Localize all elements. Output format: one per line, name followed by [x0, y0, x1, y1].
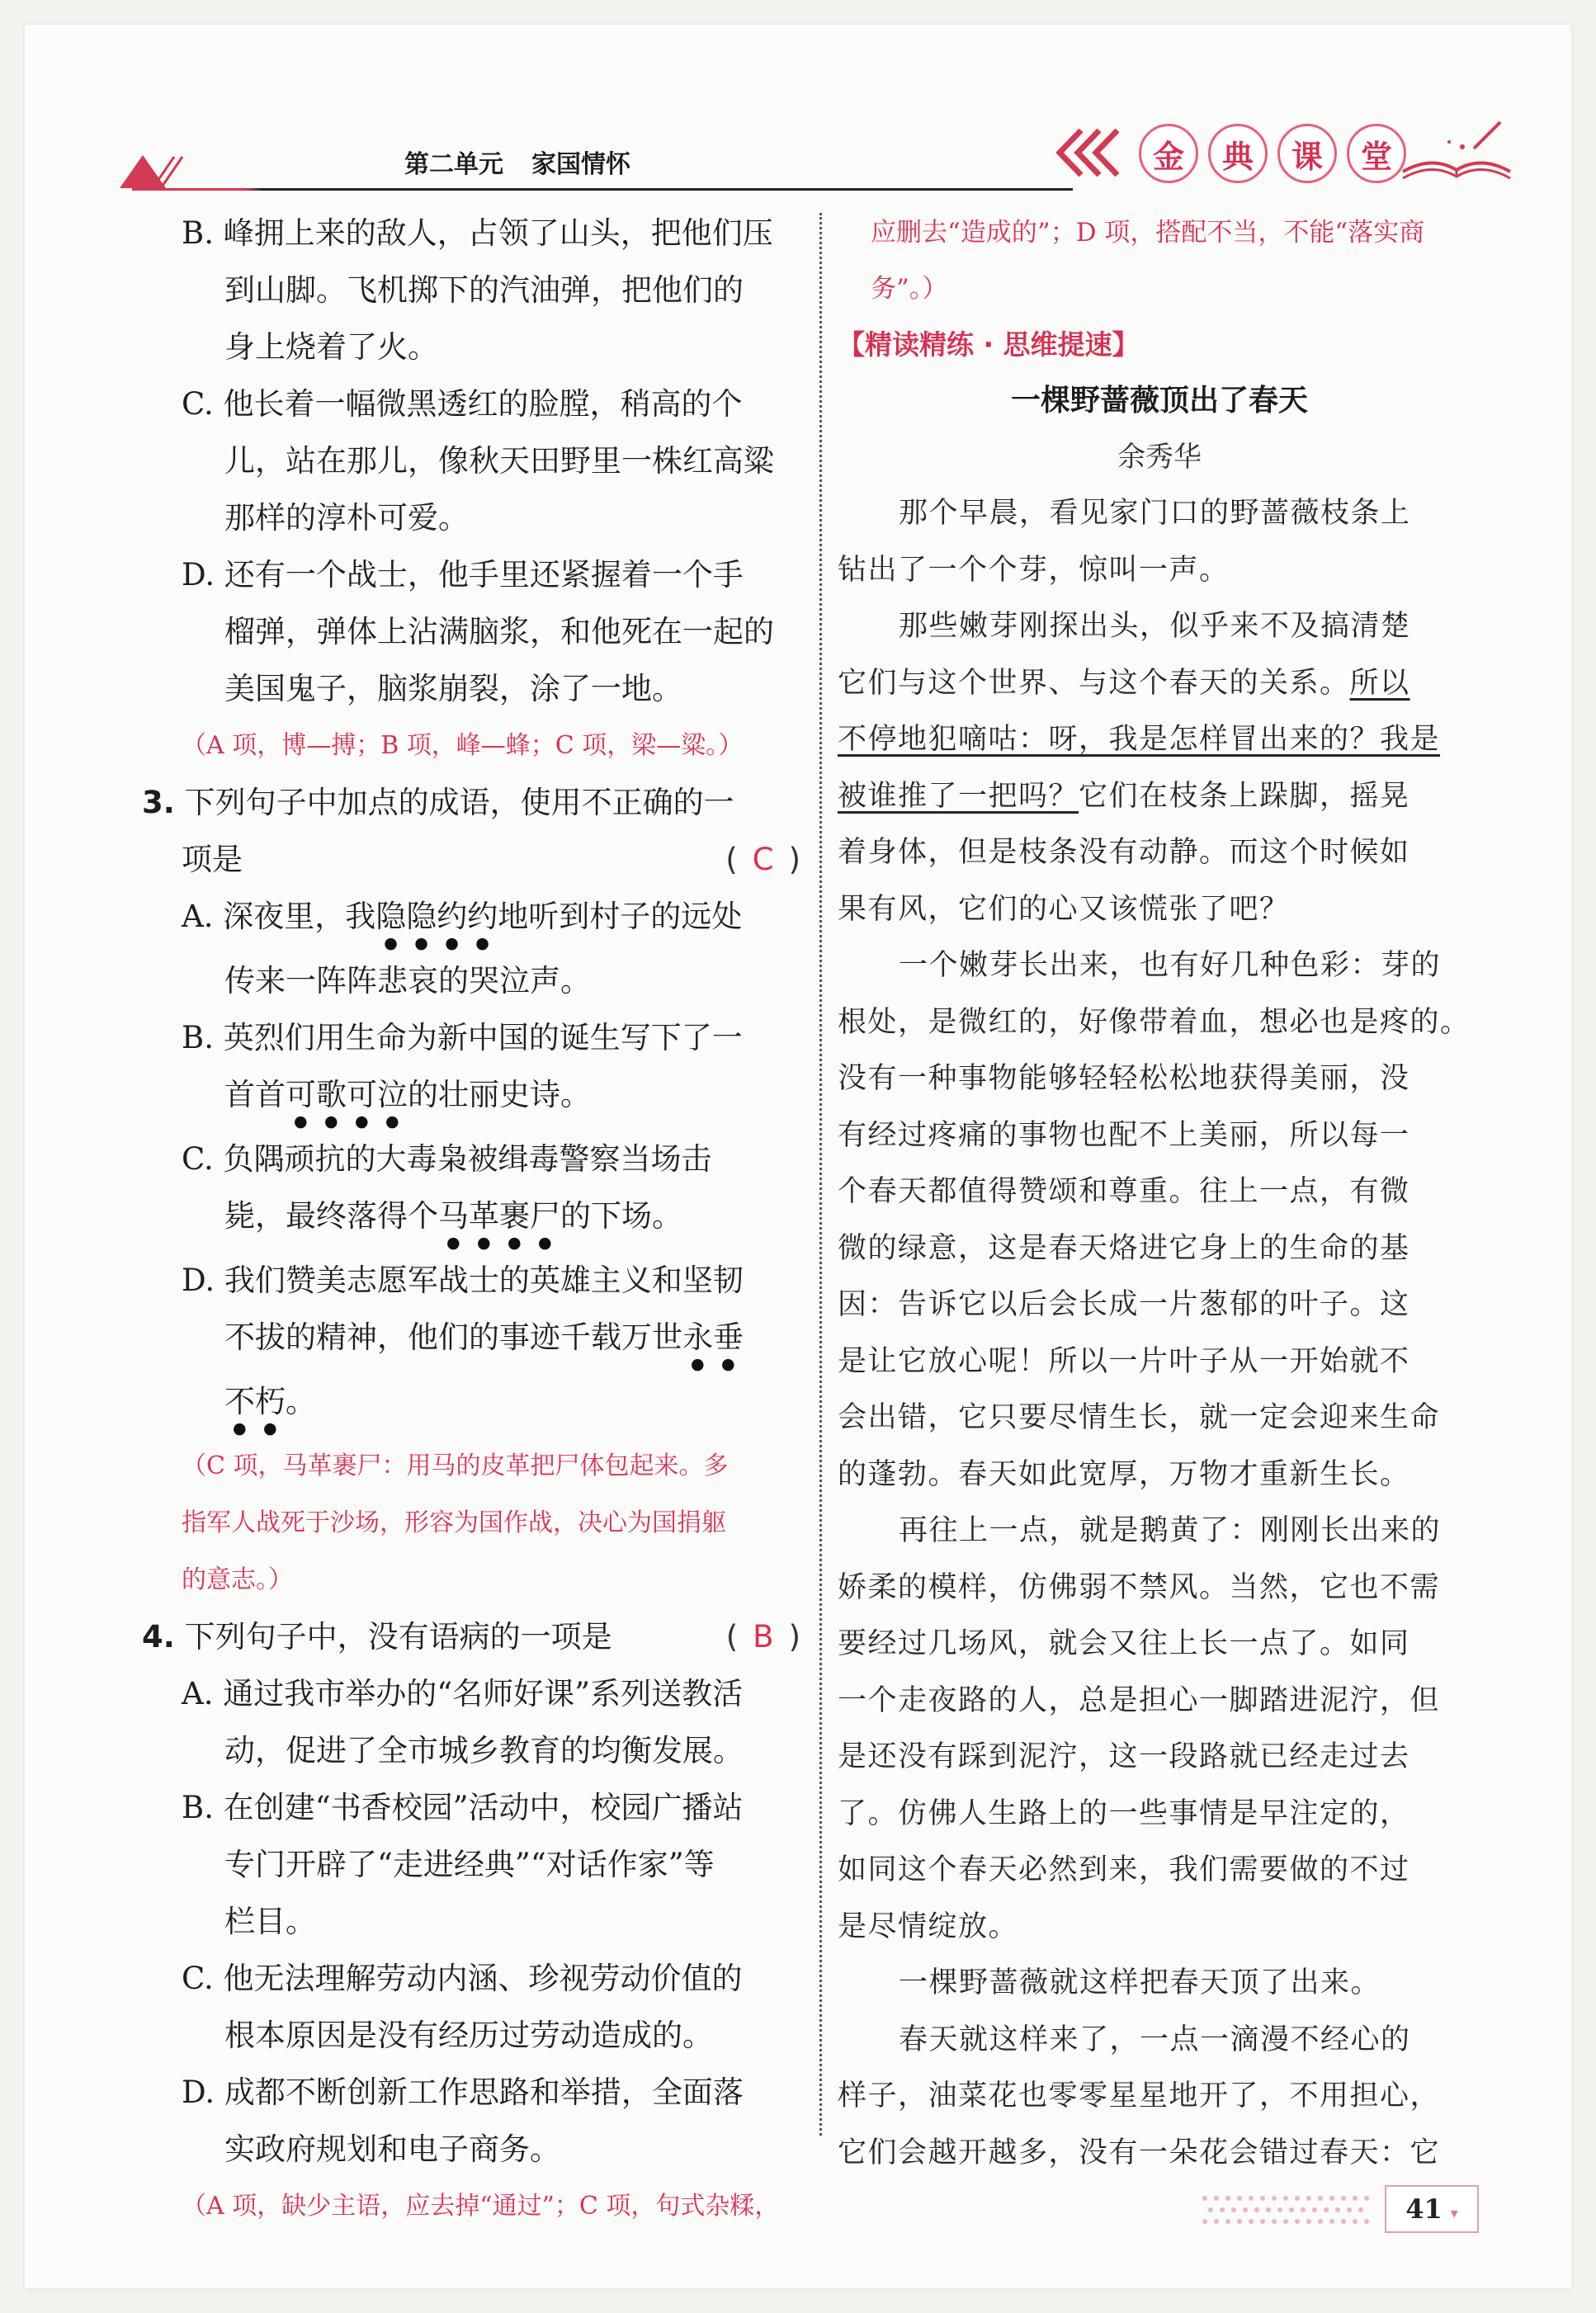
brand-char: 典	[1208, 124, 1268, 183]
dotted-idiom: 隐隐约约	[375, 899, 498, 934]
paragraph-line: 它们会越开越多，没有一朵花会错过春天：它	[838, 2136, 1441, 2169]
paragraph-line	[838, 768, 1481, 825]
q2-option-b-line: 到山脚。飞机掷下的汽油弹，把他们的	[224, 272, 744, 308]
paragraph-line: 个春天都值得赞颂和尊重。往上一点，有微	[838, 1175, 1410, 1208]
q2-option-b-line: B. 峰拥上来的敌人，占领了山头，把他们压	[182, 215, 773, 251]
q3-stem	[132, 774, 800, 831]
paragraph-line	[838, 711, 1481, 768]
paragraph-line: 了。仿佛人生路上的一些事情是早注定的，	[838, 1796, 1410, 1830]
dotted-idiom: 不朽	[224, 1384, 286, 1419]
brand-char: 金	[1139, 124, 1198, 183]
article-author: 余秀华	[1117, 441, 1202, 474]
q3-answer-bracket: ( C )	[725, 842, 800, 877]
unit-label: 第二单元	[404, 150, 503, 179]
q4-answer: B	[753, 1619, 774, 1655]
q4-option-d-line: 实政府规划和电子商务。	[224, 2131, 560, 2167]
paragraph-line: 是还没有踩到泥泞，这一段路就已经走过去	[838, 1740, 1410, 1773]
brand-logo	[1139, 124, 1406, 183]
unit-heading	[404, 140, 900, 190]
paragraph-line: 一个走夜路的人，总是担心一脚踏进泥泞，但	[838, 1683, 1441, 1717]
q3-answer-note: 的意志。）	[182, 1565, 293, 1594]
column-divider	[819, 213, 822, 2136]
brand-char: 课	[1277, 124, 1337, 183]
q2-option-c-line: C. 他长着一幅微黑透红的脸膛，稍高的个	[182, 386, 743, 422]
q2-option-d-line: 美国鬼子，脑浆崩裂，涂了一地。	[224, 671, 682, 706]
page	[25, 25, 1571, 2288]
paragraph-line: 会出错，它只要尽情生长，就一定会迎来生命	[838, 1401, 1441, 1434]
text: 的壮丽史诗。	[408, 1077, 591, 1112]
q2-answer-note: （A 项，博—搏；B 项，峰—蜂；C 项，梁—粱。）	[182, 731, 744, 760]
dotted-idiom: 马革裹尸	[438, 1198, 560, 1234]
paragraph-line	[838, 655, 1481, 712]
q2-option-d-line: 榴弹，弹体上沾满脑浆，和他死在一起的	[224, 614, 774, 649]
text: 毙，最终落得个	[224, 1198, 438, 1234]
underlined-text: 不停地犯嘀咕：呀，我是怎样冒出来的？我是	[838, 723, 1441, 756]
q3-stem-cont	[132, 831, 800, 888]
paragraph-line: 没有一种事物能够轻轻松松地获得美丽，没	[838, 1062, 1410, 1095]
header-triangle-icon	[120, 149, 186, 190]
q4-option-a-line: 动，促进了全市城乡教育的均衡发展。	[224, 1733, 744, 1768]
q4-answer-bracket: ( B )	[725, 1619, 800, 1655]
paragraph-line: 那些嫩芽刚探出头，似乎来不及搞清楚	[899, 610, 1411, 643]
paragraph-line: 再往上一点，就是鹅黄了：刚刚长出来的	[899, 1514, 1442, 1547]
q4-option-c-line: 根本原因是没有经历过劳动造成的。	[224, 2018, 713, 2053]
text: 。	[286, 1384, 316, 1419]
text: 不拔的精神，他们的事迹千载万世	[224, 1319, 682, 1355]
q3-option-d-line	[132, 1373, 800, 1437]
q4-option-b-line: B. 在创建“书香校园”活动中，校园广播站	[182, 1790, 744, 1825]
paragraph-line: 是让它放心呢！所以一片叶子从一开始就不	[838, 1344, 1410, 1378]
q2-option-c-line: 儿，站在那儿，像秋天田野里一株红高粱	[224, 443, 774, 479]
paragraph-line: 根处，是微红的，好像带着血，想必也是疼的。	[838, 1005, 1471, 1039]
q3-option-a-line	[132, 888, 800, 952]
q2-option-c-line: 那样的淳朴可爱。	[224, 500, 469, 536]
right-column	[838, 205, 1481, 2181]
q4-stem-text: 下列句子中，没有语病的一项是	[184, 1619, 612, 1655]
q3-option-b-line: B. 英烈们用生命为新中国的诞生写下了一	[182, 1020, 743, 1055]
q4-option-d-line: D. 成都不断创新工作思路和举措，全面落	[182, 2075, 744, 2110]
text: 的下场。	[560, 1198, 682, 1234]
q4-option-b-line: 专门开辟了“走进经典”“对话作家”等	[224, 1847, 715, 1882]
q3-answer-note: 指军人战死于沙场，形容为国作战，决心为国捐躯	[182, 1508, 726, 1537]
paragraph-line: 一个嫩芽长出来，也有好几种色彩：芽的	[899, 949, 1442, 982]
q2-option-b-line: 身上烧着了火。	[224, 329, 438, 365]
paragraph-line: 那个早晨，看见家门口的野蔷薇枝条上	[899, 497, 1411, 530]
q4-option-c-line: C. 他无法理解劳动内涵、珍视劳动价值的	[182, 1961, 743, 1996]
dotted-idiom: 可歌可泣	[286, 1077, 408, 1112]
q3-option-d-line: D. 我们赞美志愿军战士的英雄主义和坚韧	[182, 1263, 744, 1298]
text: 地听到村子的远处	[498, 899, 743, 934]
page-number	[1385, 2185, 1479, 2233]
paragraph-line: 微的绿意，这是春天烙进它身上的生命的基	[838, 1231, 1410, 1265]
unit-theme: 家国情怀	[531, 150, 630, 179]
brand-char: 堂	[1347, 124, 1406, 183]
q3-answer: C	[752, 842, 774, 877]
paragraph-line: 因：告诉它以后会长成一片葱郁的叶子。这	[838, 1288, 1410, 1321]
book-icon	[1395, 114, 1518, 188]
paragraph-line: 是尽情绽放。	[838, 1909, 1019, 1943]
header-rule	[132, 188, 1073, 191]
section-heading: 【精读精练 · 思维提速】	[838, 328, 1140, 361]
q3-option-b-line	[132, 1066, 800, 1131]
paragraph-line: 要经过几场风，就会又往上长一点了。如同	[838, 1627, 1410, 1660]
q3-option-c-line	[132, 1187, 800, 1252]
paragraph-line: 如同这个春天必然到来，我们需要做的不过	[838, 1853, 1410, 1886]
page-arrow-icon: ▾	[1450, 2205, 1458, 2222]
paragraph-line: 样子，油菜花也零零星星地开了，不用担心，	[838, 2079, 1441, 2112]
article-title: 一棵野蔷薇顶出了春天	[1010, 384, 1308, 418]
q3-number: 3.	[142, 785, 175, 820]
q3-answer-note: （C 项，马革裹尸：用马的皮革把尸体包起来。多	[182, 1452, 729, 1480]
paragraph-line: 一棵野蔷薇就这样把春天顶了出来。	[899, 1966, 1381, 1999]
q4-answer-note-cont: 应删去“造成的”；D 项，搭配不当，不能“落实商	[871, 218, 1425, 248]
q3-option-a-line: 传来一阵阵悲哀的哭泣声。	[224, 963, 591, 998]
q4-answer-note: （A 项，缺少主语，应去掉“通过”；C 项，句式杂糅，	[182, 2192, 780, 2221]
left-column	[132, 205, 800, 2235]
text: 它们与这个世界、与这个春天的关系。	[838, 666, 1350, 700]
paragraph-line: 有经过疼痛的事物也配不上美丽，所以每一	[838, 1118, 1410, 1152]
chevrons-icon	[1048, 124, 1131, 182]
q4-stem	[132, 1608, 800, 1665]
q4-option-b-line: 栏目。	[224, 1904, 316, 1939]
dotted-idiom: 永垂	[682, 1319, 744, 1355]
q3-option-c-line: C. 负隅顽抗的大毒枭被缉毒警察当场击	[182, 1141, 712, 1177]
paragraph-line: 春天就这样来了，一点一滴漫不经心的	[899, 2023, 1411, 2056]
paragraph-line: 果有风，它们的心又该慌张了吧？	[838, 892, 1290, 926]
q4-answer-note-cont: 务”。）	[871, 274, 948, 304]
q4-number: 4.	[142, 1619, 175, 1655]
text: 首首	[224, 1077, 286, 1112]
text: A. 深夜里，我	[182, 899, 376, 934]
q3-option-d-line	[132, 1309, 800, 1373]
q2-option-d-line: D. 还有一个战士，他手里还紧握着一个手	[182, 557, 744, 592]
page-number-text: 41	[1405, 2193, 1443, 2225]
q4-option-a-line: A. 通过我市举办的“名师好课”系列送教活	[182, 1676, 744, 1711]
q3-stem-text: 下列句子中加点的成语，使用不正确的一	[184, 785, 734, 820]
text: 它们在枝条上跺脚，摇晃	[1079, 779, 1410, 813]
paragraph-line: 娇柔的模样，仿佛弱不禁风。当然，它也不需	[838, 1570, 1441, 1604]
underlined-text: 被谁推了一把吗？	[838, 779, 1079, 813]
footer-dots-decoration	[1197, 2188, 1378, 2230]
q3-stem-text: 项是	[182, 842, 243, 877]
paragraph-line: 钻出了一个个芽，惊叫一声。	[838, 553, 1230, 587]
underlined-text: 所以	[1349, 666, 1410, 700]
paragraph-line: 的蓬勃。春天如此宽厚，万物才重新生长。	[838, 1457, 1410, 1491]
paragraph-line: 着身体，但是枝条没有动静。而这个时候如	[838, 836, 1410, 869]
